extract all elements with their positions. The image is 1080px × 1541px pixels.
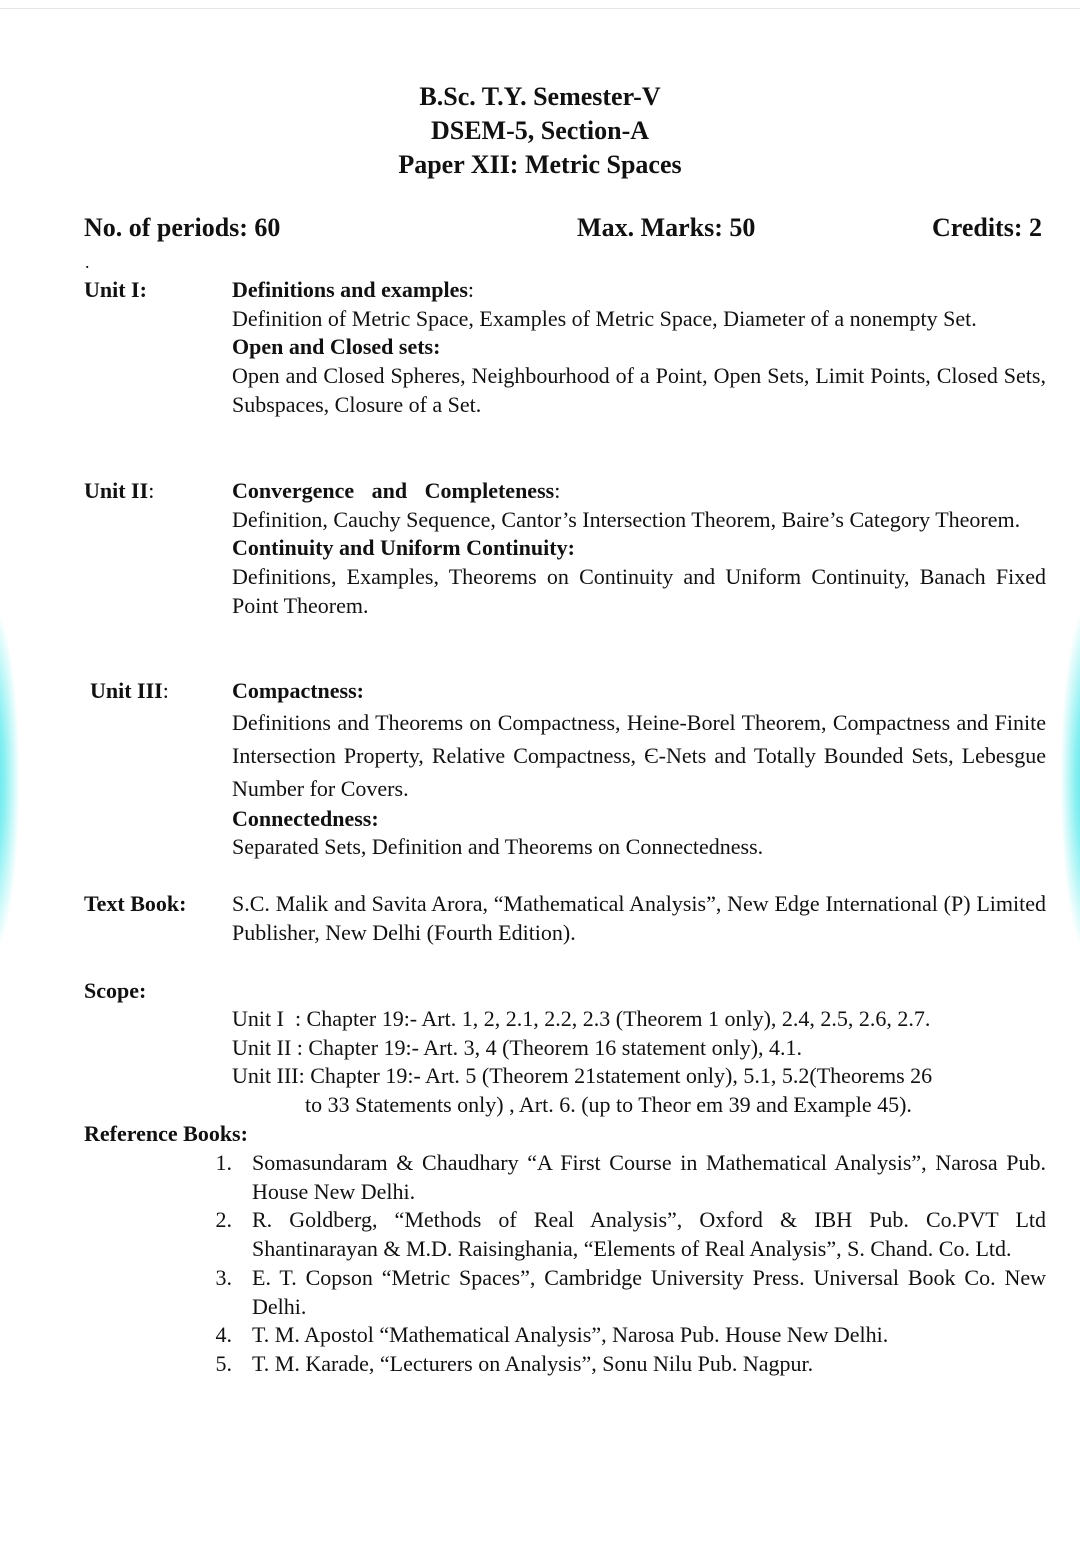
left-edge-glow [0, 600, 20, 960]
unit-3-label-text: Unit III [90, 678, 163, 703]
periods-info: No. of periods: 60 [84, 213, 281, 242]
ref-number: 2. [215, 1207, 232, 1233]
unit-3-label-colon: : [162, 678, 169, 703]
references-label: Reference Books: [84, 1121, 248, 1146]
unit-1-topic-2-text: Open and Closed Spheres, Neighbourhood of a Point, Open Sets, Limit Points, Closed Sets, Subspaces, Closure of a Set. [232, 363, 1046, 417]
credits-info: Credits: 2 [931, 213, 1042, 242]
unit-2-topic-1-text: Definition, Cauchy Sequence, Cantor’s Intersection Theorem, Baire’s Category Theorem. [232, 506, 1021, 532]
ref-number: 1. [215, 1150, 232, 1175]
unit-3-topic-1-heading: Compactness: [232, 678, 364, 703]
unit-1-topic-1-text: Definition of Metric Space, Examples of Metric Space, Diameter of a nonempty Set. [232, 305, 977, 331]
ref-text: E. T. Copson “Metric Spaces”, Cambridge University Press. Universal Book Co. New Delhi. [252, 1264, 1046, 1319]
textbook-text: S.C. Malik and Savita Arora, “Mathematical Analysis”, New Edge International (P) Limited Publisher, New Delhi (Fourth Edition). [232, 891, 1046, 945]
ref-number: 4. [215, 1322, 232, 1348]
unit-2-label [84, 477, 154, 506]
unit-1-topic-1-colon: : [467, 277, 475, 302]
unit-3-body [232, 677, 1046, 862]
list-item [190, 1264, 1046, 1321]
ref-number: 3. [215, 1264, 232, 1290]
scope-line-1: Unit I : Chapter 19:- Art. 1, 2, 2.1, 2.2, 2.3 (Theorem 1 only), 2.4, 2.5, 2.6, 2.7. [232, 1006, 931, 1031]
unit-2-topic-1-heading: Convergence and Completeness [232, 478, 555, 503]
scope-line-3: Unit III: Chapter 19:- Art. 5 (Theorem 21statement only), 5.1, 5.2(Theorems 26 [232, 1063, 933, 1089]
top-divider [0, 8, 1080, 9]
list-item [190, 1149, 1046, 1206]
unit-1-topic-1-heading: Definitions and examples [232, 277, 468, 302]
unit-2-section [84, 477, 1046, 621]
scope-lines [232, 1005, 932, 1120]
unit-1-label: Unit I: [84, 277, 147, 302]
stray-dot: . [85, 252, 90, 272]
unit-1-topic-2-heading: Open and Closed sets: [232, 334, 441, 360]
list-item [190, 1321, 1046, 1350]
list-item [190, 1350, 1046, 1379]
unit-3-topic-2-heading: Connectedness: [232, 805, 379, 831]
ref-text: T. M. Apostol “Mathematical Analysis”, Narosa Pub. House New Delhi. [252, 1322, 889, 1348]
unit-1-body [232, 276, 1046, 420]
header-line-1: B.Sc. T.Y. Semester-V [419, 82, 661, 111]
unit-3-topic-1-text: Definitions and Theorems on Compactness, Heine-Borel Theorem, Compactness and Finite Intersection Property, Relative Compactness, Є-Nets and Totally Bounded Sets, Lebesgue Number for Covers. [232, 709, 1046, 801]
unit-3-section [84, 677, 1046, 862]
references-list [190, 1149, 1046, 1379]
ref-number: 5. [215, 1350, 232, 1376]
marks-info: Max. Marks: 50 [577, 213, 756, 242]
ref-text: Somasundaram & Chaudhary “A First Course in Mathematical Analysis”, Narosa Pub. House New Delhi. [252, 1150, 1046, 1204]
unit-3-label [90, 677, 169, 706]
unit-2-topic-1-colon: : [554, 478, 561, 503]
scope-line-4: to 33 Statements only) , Art. 6. (up to Theor em 39 and Example 45). [305, 1092, 912, 1118]
course-meta-row [84, 213, 1042, 243]
document-header [0, 80, 1080, 182]
unit-2-topic-2-text: Definitions, Examples, Theorems on Continuity and Uniform Continuity, Banach Fixed Point Theorem. [232, 564, 1046, 618]
header-line-2: DSEM-5, Section-A [430, 116, 650, 145]
unit-2-label-text: Unit II [84, 478, 149, 503]
header-line-3: Paper XII: Metric Spaces [398, 150, 682, 179]
textbook-label: Text Book: [84, 891, 187, 916]
scope-label: Scope: [84, 978, 147, 1003]
unit-3-topic-2-text: Separated Sets, Definition and Theorems on Connectedness. [232, 834, 764, 860]
ref-text: T. M. Karade, “Lecturers on Analysis”, Sonu Nilu Pub. Nagpur. [252, 1350, 814, 1376]
textbook-section [84, 890, 1046, 947]
scope-line-2: Unit II : Chapter 19:- Art. 3, 4 (Theorem 16 statement only), 4.1. [232, 1034, 803, 1060]
right-edge-glow [1060, 600, 1080, 960]
unit-2-label-colon: : [148, 478, 155, 503]
list-item [190, 1206, 1046, 1263]
unit-2-topic-2-heading: Continuity and Uniform Continuity: [232, 535, 575, 561]
ref-text: R. Goldberg, “Methods of Real Analysis”, Oxford & IBH Pub. Co.PVT Ltd Shantinarayan & M.D. Raisinghania, “Elements of Real Analysis”, S. Chand. Co. Ltd. [252, 1207, 1046, 1262]
unit-1-section [84, 276, 1046, 420]
unit-2-body [232, 477, 1046, 621]
